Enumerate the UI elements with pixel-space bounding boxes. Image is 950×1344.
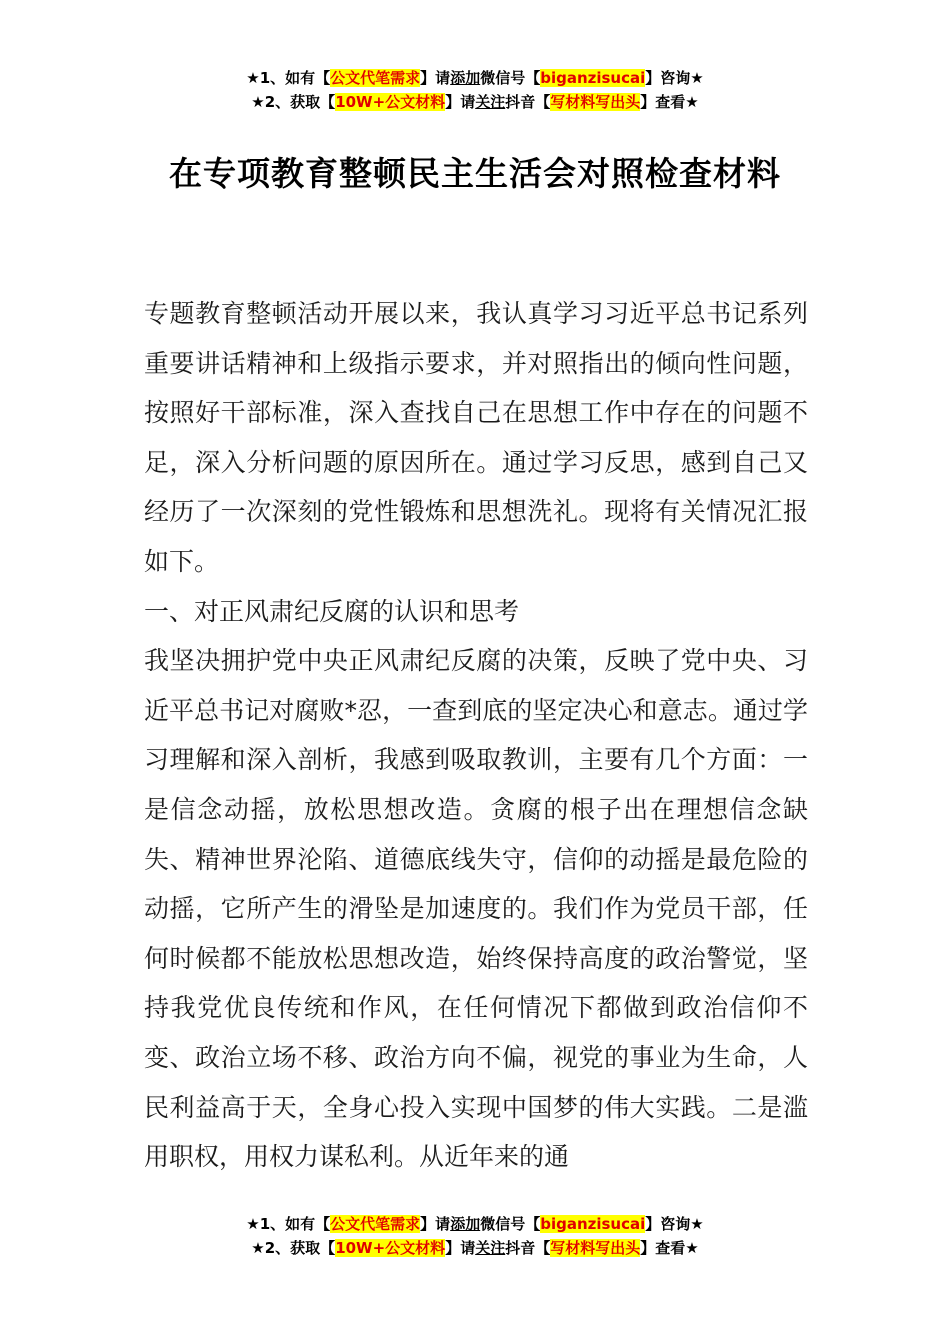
top-promo-banner — [0, 66, 950, 114]
highlight-ghostwriting: 公文代笔需求 — [330, 69, 421, 87]
banner-text: 】咨询★ — [645, 1215, 704, 1233]
banner-text: 微信号【 — [480, 69, 541, 87]
document-body — [144, 289, 808, 1182]
underlined-follow: 关注 — [475, 1239, 506, 1257]
banner-text: 抖音【 — [505, 93, 551, 111]
banner-text: 微信号【 — [480, 1215, 541, 1233]
underlined-add: 添加 — [450, 1215, 481, 1233]
bottom-promo-banner — [0, 1212, 950, 1260]
document-title: 在专项教育整顿民主生活会对照检查材料 — [169, 154, 781, 193]
banner-text: 】请 — [420, 69, 451, 87]
banner-line-1 — [0, 1212, 950, 1236]
highlight-ghostwriting: 公文代笔需求 — [330, 1215, 421, 1233]
banner-text: 】请 — [445, 93, 476, 111]
paragraph-intro: 专题教育整顿活动开展以来，我认真学习习近平总书记系列重要讲话精神和上级指示要求，并对照指出的倾向性问题，按照好干部标准，深入查找自己在思想工作中存在的问题不足，深入分析问题的原因所在。通过学习反思，感到自己又经历了一次深刻的党性锻炼和思想洗礼。现将有关情况汇报如下。 — [144, 299, 808, 576]
underlined-add: 添加 — [450, 69, 481, 87]
banner-line-1 — [0, 66, 950, 90]
banner-text: 】查看★ — [640, 93, 699, 111]
banner-text: 】请 — [445, 1239, 476, 1257]
banner-text: ★1、如有【 — [246, 1215, 331, 1233]
banner-text: 】查看★ — [640, 1239, 699, 1257]
highlight-douyin-account: 写材料写出头 — [550, 93, 641, 111]
banner-line-2 — [0, 90, 950, 114]
banner-text: ★1、如有【 — [246, 69, 331, 87]
highlight-materials: 10W+公文材料 — [335, 93, 446, 111]
banner-text: ★2、获取【 — [251, 1239, 336, 1257]
highlight-wechat-id: biganzisucai — [540, 1215, 646, 1233]
underlined-follow: 关注 — [475, 93, 506, 111]
highlight-douyin-account: 写材料写出头 — [550, 1239, 641, 1257]
paragraph-section-1: 我坚决拥护党中央正风肃纪反腐的决策，反映了党中央、习近平总书记对腐败*忍，一查到底的坚定决心和意志。通过学习理解和深入剖析，我感到吸取教训，主要有几个方面：一是信念动摇，放松思想改造。贪腐的根子出在理想信念缺失、精神世界沦陷、道德底线失守，信仰的动摇是最危险的动摇，它所产生的滑坠是加速度的。我们作为党员干部，任何时候都不能放松思想改造，始终保持高度的政治警觉，坚持我党优良传统和作风，在任何情况下都做到政治信仰不变、政治立场不移、政治方向不偏，视党的事业为生命，人民利益高于天，全身心投入实现中国梦的伟大实践。二是滥用职权，用权力谋私利。从近年来的通 — [144, 646, 808, 1172]
highlight-materials: 10W+公文材料 — [335, 1239, 446, 1257]
banner-line-2 — [0, 1236, 950, 1260]
banner-text: 】请 — [420, 1215, 451, 1233]
banner-text: 抖音【 — [505, 1239, 551, 1257]
section-heading-1: 一、对正风肃纪反腐的认识和思考 — [144, 596, 520, 626]
highlight-wechat-id: biganzisucai — [540, 69, 646, 87]
banner-text: 】咨询★ — [645, 69, 704, 87]
banner-text: ★2、获取【 — [251, 93, 336, 111]
